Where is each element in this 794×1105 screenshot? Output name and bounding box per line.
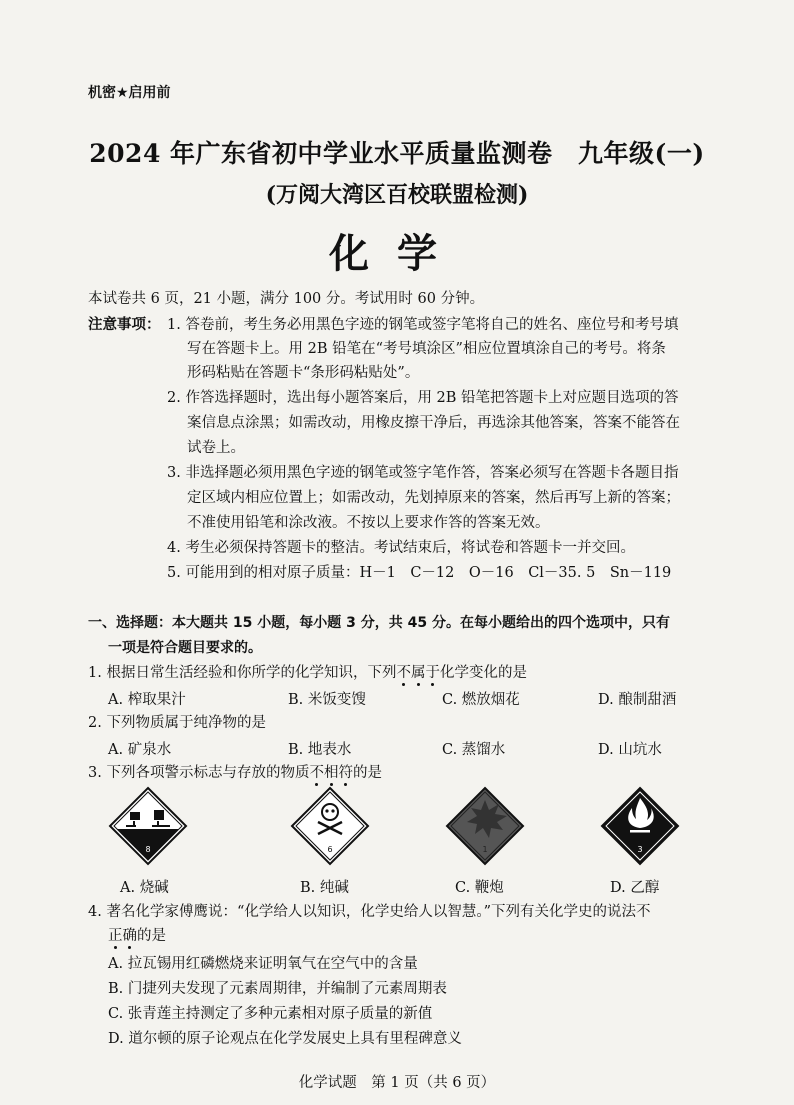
exam-subtitle: (万阅大湾区百校联盟检测) (265, 182, 529, 208)
note-line: 试卷上。 (187, 440, 245, 456)
question-4-stem: 4. 著名化学家傅鹰说：“化学给人以知识，化学史给人以智慧。”下列有关化学史的说法不 (88, 904, 651, 920)
note-line: 定区域内相应位置上；如需改动，先划掉原来的答案，然后再写上新的答案； (187, 490, 680, 506)
exam-title: 2024 年广东省初中学业水平质量监测卷 九年级(一) (89, 139, 705, 168)
note-line: 3. 非选择题必须用黑色字迹的钢笔或签字笔作答，答案必须写在答题卡各题目指 (167, 465, 679, 481)
toxic-skull-sign-icon (290, 786, 370, 866)
question-1-stem: 1. 根据日常生活经验和你所学的化学知识，下列不属于化学变化的是 (88, 665, 527, 681)
question-4-option-c: C. 张青莲主持测定了多种元素相对原子质量的新值 (108, 1006, 433, 1022)
question-1-option-a: A. 榨取果汁 (108, 692, 186, 708)
note-line: 1. 答卷前，考生务必用黑色字迹的钢笔或签字笔将自己的姓名、座位号和考号填 (167, 317, 679, 333)
question-4-option-d: D. 道尔顿的原子论观点在化学发展史上具有里程碑意义 (108, 1031, 462, 1047)
sign-number: 3 (637, 845, 643, 854)
exam-intro: 本试卷共 6 页，21 小题，满分 100 分。考试用时 60 分钟。 (88, 291, 485, 307)
question-3-option-a: A. 烧碱 (120, 880, 169, 896)
question-3-option-c: C. 鞭炮 (455, 880, 504, 896)
confidential-label: 机密★启用前 (88, 85, 171, 101)
page-footer: 化学试题 第 1 页（共 6 页） (298, 1075, 496, 1091)
question-1-option-b: B. 米饭变馊 (288, 692, 366, 708)
note-line: 4. 考生必须保持答题卡的整洁。考试结束后，将试卷和答题卡一并交回。 (167, 540, 635, 556)
note-line: 不准使用铅笔和涂改液。不按以上要求作答的答案无效。 (187, 515, 550, 531)
sign-number: 6 (327, 845, 333, 854)
question-2-option-c: C. 蒸馏水 (442, 742, 506, 758)
sign-number: 8 (145, 845, 151, 854)
question-3-stem: 3. 下列各项警示标志与存放的物质不相符的是 (88, 765, 382, 781)
emphasis-text: 正确 (108, 928, 137, 944)
section-heading: 一、选择题：本大题共 15 小题，每小题 3 分，共 45 分。在每小题给出的四个选项中，只有 (88, 615, 670, 631)
question-1-option-c: C. 燃放烟花 (442, 692, 520, 708)
sign-number: 1 (482, 845, 488, 854)
notes-label: 注意事项： (88, 317, 161, 333)
note-line: 写在答题卡上。用 2B 铅笔在“考号填涂区”相应位置填涂自己的考号。将条 (187, 341, 666, 357)
explosive-sign-icon (445, 786, 525, 866)
emphasis-text: 不属于 (396, 665, 440, 681)
note-line: 5. 可能用到的相对原子质量：H－1 C－12 O－16 Cl－35. 5 Sn－119 (167, 565, 672, 581)
note-line: 形码粘贴在答题卡“条形码粘贴处”。 (187, 365, 420, 381)
question-1-option-d: D. 酿制甜酒 (598, 692, 677, 708)
question-4-option-b: B. 门捷列夫发现了元素周期律，并编制了元素周期表 (108, 981, 447, 997)
note-line: 案信息点涂黑；如需改动，用橡皮擦干净后，再选涂其他答案，答案不能答在 (187, 415, 680, 431)
question-2-stem: 2. 下列物质属于纯净物的是 (88, 715, 266, 731)
question-3-option-b: B. 纯碱 (300, 880, 349, 896)
section-heading-cont: 一项是符合题目要求的。 (108, 640, 262, 656)
question-2-option-a: A. 矿泉水 (108, 742, 172, 758)
question-4-option-a: A. 拉瓦锡用红磷燃烧来证明氧气在空气中的含量 (108, 956, 418, 972)
note-line: 2. 作答选择题时，选出每小题答案后，用 2B 铅笔把答题卡上对应题目选项的答 (167, 390, 679, 406)
question-2-option-b: B. 地表水 (288, 742, 352, 758)
emphasis-text: 不相符 (309, 765, 353, 781)
corrosive-sign-icon (108, 786, 188, 866)
flammable-liquid-sign-icon (600, 786, 680, 866)
subject-title: 化学 (329, 231, 465, 277)
question-2-option-d: D. 山坑水 (598, 742, 662, 758)
question-3-option-d: D. 乙醇 (610, 880, 660, 896)
question-4-stem-cont: 正确的是 (108, 928, 166, 944)
